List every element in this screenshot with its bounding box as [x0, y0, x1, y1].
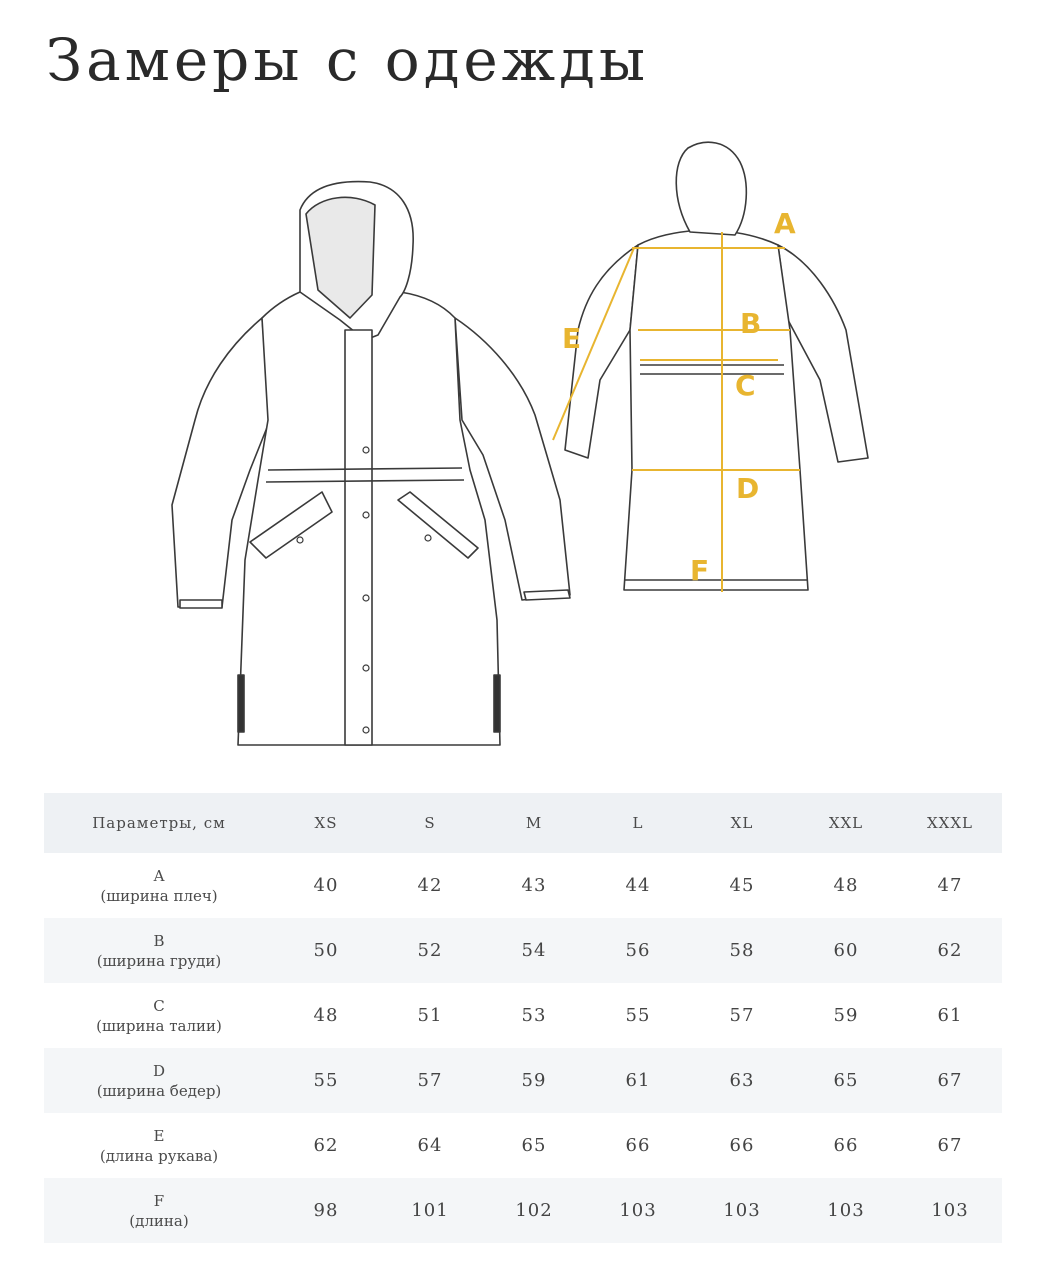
value-cell: 103: [619, 1200, 657, 1221]
param-cell: [44, 983, 274, 1048]
param-code: F: [153, 1191, 165, 1210]
value-cell: 56: [625, 940, 651, 961]
value-cell: 44: [625, 875, 651, 896]
header-size-s: S: [424, 814, 436, 832]
value-cell: 60: [833, 940, 859, 961]
header-size-xxl: XXL: [828, 814, 864, 832]
value-cell: 51: [417, 1005, 443, 1026]
value-cell: 103: [827, 1200, 865, 1221]
param-cell: [44, 1178, 274, 1243]
header-size-xs: XS: [314, 814, 338, 832]
value-cell: 61: [937, 1005, 963, 1026]
value-cell: 47: [937, 875, 963, 896]
value-cell: 66: [625, 1135, 651, 1156]
label-f: F: [690, 554, 710, 587]
table-row: [44, 1178, 1002, 1243]
value-cell: 43: [521, 875, 547, 896]
value-cell: 67: [937, 1135, 963, 1156]
value-cell: 57: [729, 1005, 755, 1026]
value-cell: 45: [729, 875, 755, 896]
value-cell: 101: [411, 1200, 449, 1221]
coat-front-drawing: [172, 182, 570, 745]
header-size-xxxl: XXXL: [927, 814, 973, 832]
label-e: E: [562, 322, 582, 355]
value-cell: 65: [833, 1070, 859, 1091]
value-cell: 55: [313, 1070, 339, 1091]
value-cell: 67: [937, 1070, 963, 1091]
param-desc: (ширина талии): [96, 1016, 222, 1035]
table-row: [44, 853, 1002, 918]
value-cell: 55: [625, 1005, 651, 1026]
value-cell: 50: [313, 940, 339, 961]
header-size-l: L: [632, 814, 644, 832]
label-a: A: [774, 207, 796, 240]
value-cell: 66: [833, 1135, 859, 1156]
size-table-header: [44, 793, 1002, 853]
table-row: [44, 1048, 1002, 1113]
value-cell: 62: [313, 1135, 339, 1156]
header-size-xl: XL: [730, 814, 754, 832]
label-d: D: [736, 472, 760, 505]
value-cell: 42: [417, 875, 443, 896]
value-cell: 59: [833, 1005, 859, 1026]
label-c: C: [735, 369, 756, 402]
value-cell: 103: [931, 1200, 969, 1221]
value-cell: 40: [313, 875, 339, 896]
param-cell: [44, 1113, 274, 1178]
value-cell: 102: [515, 1200, 553, 1221]
param-code: E: [153, 1126, 165, 1145]
param-desc: (ширина груди): [96, 951, 222, 970]
value-cell: 54: [521, 940, 547, 961]
value-cell: 62: [937, 940, 963, 961]
garment-illustration: [0, 120, 1046, 770]
value-cell: 52: [417, 940, 443, 961]
value-cell: 103: [723, 1200, 761, 1221]
header-parameters: Параметры, см: [92, 814, 226, 832]
param-code: A: [153, 866, 165, 885]
table-row: [44, 983, 1002, 1048]
param-code: C: [153, 996, 165, 1015]
header-size-m: M: [525, 814, 543, 832]
param-desc: (длина): [129, 1211, 189, 1230]
value-cell: 63: [729, 1070, 755, 1091]
label-b: B: [740, 307, 762, 340]
value-cell: 98: [313, 1200, 339, 1221]
param-cell: [44, 918, 274, 983]
param-desc: (ширина бедер): [96, 1081, 222, 1100]
value-cell: 53: [521, 1005, 547, 1026]
value-cell: 48: [833, 875, 859, 896]
param-code: B: [153, 931, 165, 950]
value-cell: 48: [313, 1005, 339, 1026]
value-cell: 66: [729, 1135, 755, 1156]
param-desc: (ширина плеч): [100, 886, 218, 905]
table-row: [44, 1113, 1002, 1178]
value-cell: 64: [417, 1135, 443, 1156]
param-cell: [44, 853, 274, 918]
size-table: [44, 793, 1002, 1243]
table-row: [44, 918, 1002, 983]
value-cell: 65: [521, 1135, 547, 1156]
value-cell: 57: [417, 1070, 443, 1091]
coat-back-drawing: [565, 142, 868, 590]
param-code: D: [152, 1061, 166, 1080]
param-desc: (длина рукава): [99, 1146, 219, 1165]
value-cell: 58: [729, 940, 755, 961]
page-title: Замеры с одежды: [46, 26, 649, 94]
param-cell: [44, 1048, 274, 1113]
value-cell: 61: [625, 1070, 651, 1091]
value-cell: 59: [521, 1070, 547, 1091]
